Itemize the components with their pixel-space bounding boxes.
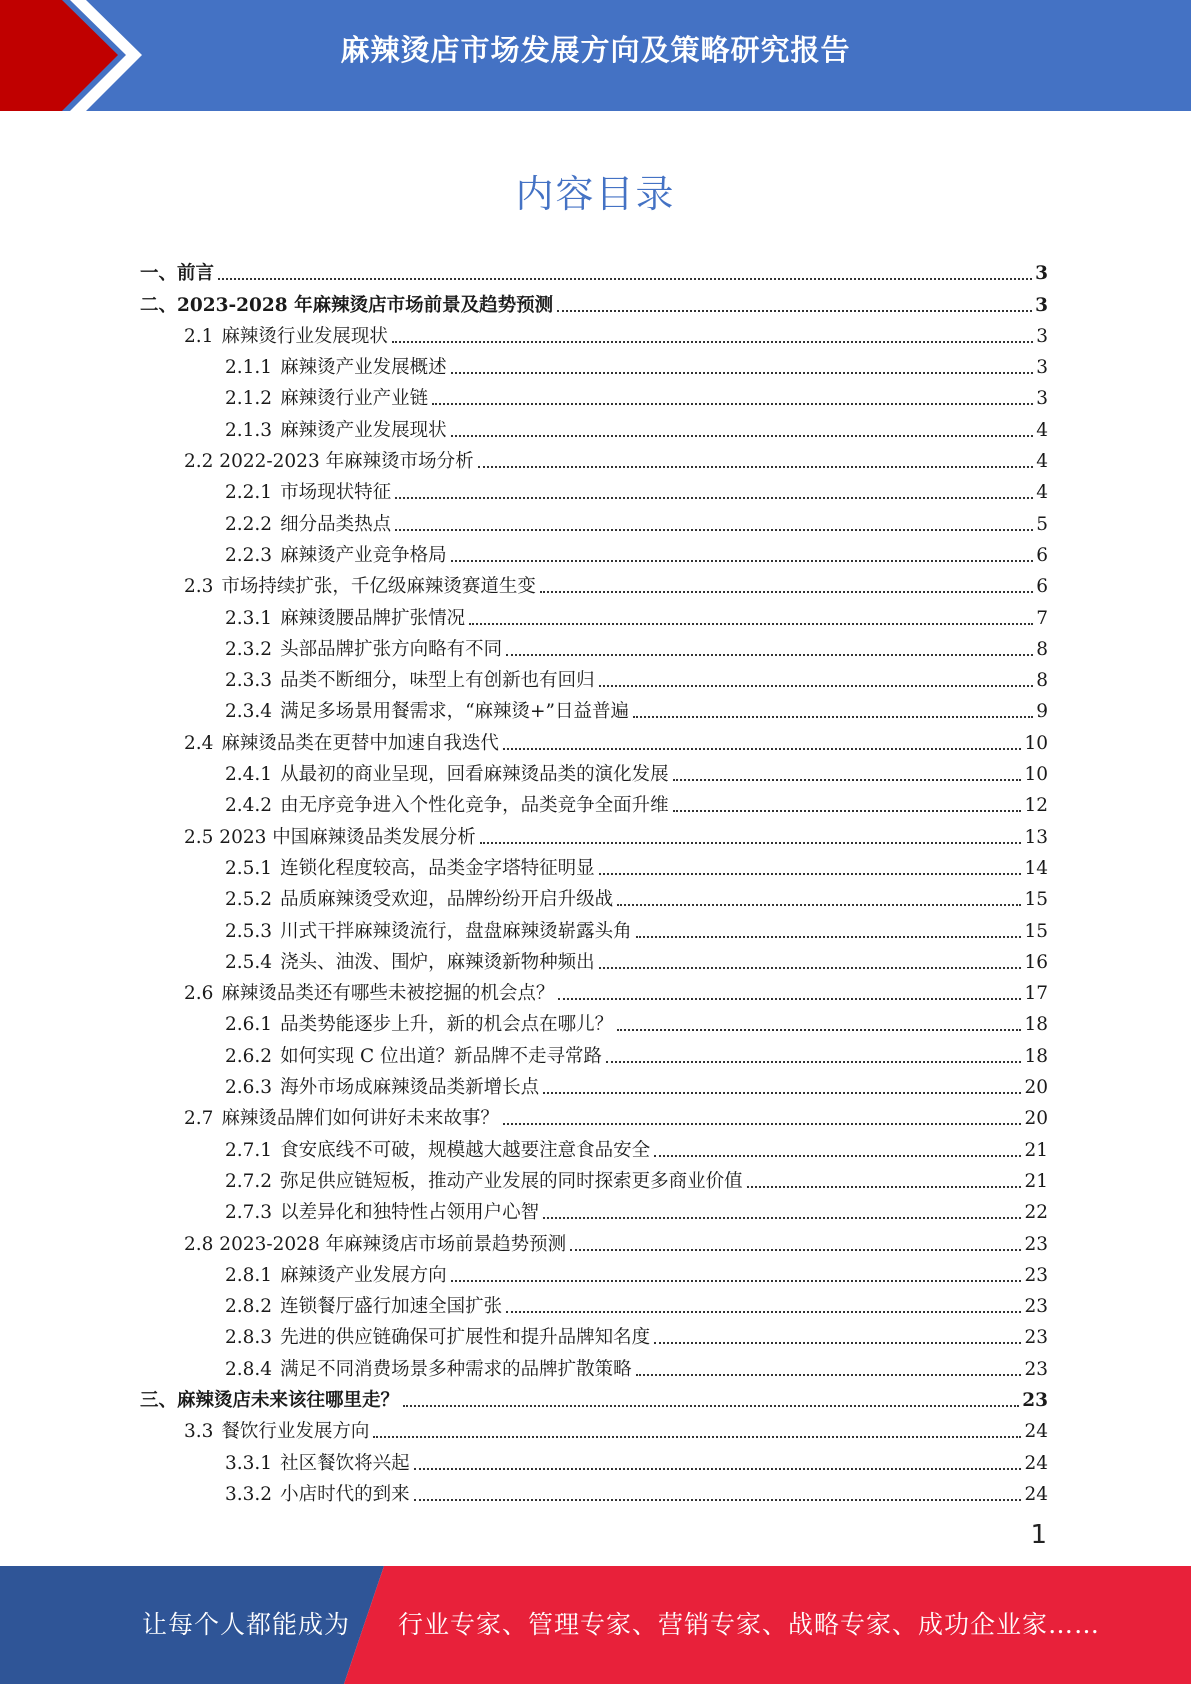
toc-entry[interactable] bbox=[140, 1130, 1048, 1161]
toc-entry-number: 二、 bbox=[140, 294, 178, 316]
toc-entry[interactable] bbox=[140, 723, 1048, 754]
toc-entry-number: 2.5.3 bbox=[225, 920, 273, 942]
toc-dot-leader bbox=[599, 685, 1033, 687]
toc-entry[interactable] bbox=[140, 1099, 1048, 1130]
toc-entry-number: 2.1.2 bbox=[225, 388, 273, 410]
toc-dot-leader bbox=[503, 748, 1022, 750]
toc-entry[interactable] bbox=[140, 911, 1048, 942]
toc-entry-page: 3 bbox=[1035, 294, 1048, 316]
toc-entry[interactable] bbox=[140, 1256, 1048, 1287]
toc-entry-page: 18 bbox=[1024, 1045, 1048, 1067]
toc-entry-page: 4 bbox=[1036, 451, 1048, 473]
toc-entry[interactable] bbox=[140, 1475, 1048, 1506]
footer-band bbox=[0, 1566, 1191, 1684]
toc-entry-page: 9 bbox=[1036, 701, 1048, 723]
toc-entry-title: 品质麻辣烫受欢迎，品牌纷纷开启升级战 bbox=[280, 889, 614, 911]
toc-entry-number: 2.8.4 bbox=[225, 1358, 273, 1380]
toc-entry-page: 5 bbox=[1036, 513, 1048, 535]
toc-entry-page: 22 bbox=[1024, 1202, 1048, 1224]
toc-entry[interactable] bbox=[140, 1318, 1048, 1349]
toc-title: 内容目录 bbox=[515, 172, 676, 216]
toc-entry[interactable] bbox=[140, 1412, 1048, 1443]
toc-entry-page: 14 bbox=[1024, 857, 1048, 879]
toc-entry-title: 餐饮行业发展方向 bbox=[221, 1421, 370, 1443]
toc-dot-leader bbox=[599, 967, 1022, 969]
toc-entry[interactable] bbox=[140, 1005, 1048, 1036]
toc-entry-title: 小店时代的到来 bbox=[280, 1483, 410, 1505]
toc-entry[interactable] bbox=[140, 442, 1048, 473]
toc-dot-leader bbox=[558, 998, 1021, 1000]
toc-entry-title: 弥足供应链短板，推动产业发展的同时探索更多商业价值 bbox=[280, 1170, 743, 1192]
toc-entry[interactable] bbox=[140, 1224, 1048, 1255]
toc-entry[interactable] bbox=[140, 1193, 1048, 1224]
toc-dot-leader bbox=[636, 936, 1022, 938]
toc-entry-title: 麻辣烫品类还有哪些未被挖掘的机会点？ bbox=[221, 983, 555, 1005]
toc-entry[interactable] bbox=[140, 1443, 1048, 1474]
toc-entry-page: 24 bbox=[1024, 1421, 1048, 1443]
toc-entry-title: 市场现状特征 bbox=[280, 482, 392, 504]
toc-entry-title: 头部品牌扩张方向略有不同 bbox=[280, 638, 503, 660]
toc-entry[interactable] bbox=[140, 504, 1048, 535]
toc-dot-leader bbox=[451, 435, 1033, 437]
toc-entry-page: 21 bbox=[1024, 1170, 1048, 1192]
toc-entry-page: 23 bbox=[1024, 1327, 1048, 1349]
toc-entry-number: 2.1.1 bbox=[225, 357, 273, 379]
toc-entry[interactable] bbox=[140, 974, 1048, 1005]
toc-dot-leader bbox=[451, 1280, 1022, 1282]
toc-dot-leader bbox=[557, 310, 1032, 312]
toc-entry-number: 2.6.1 bbox=[225, 1014, 273, 1036]
toc-entry-page: 6 bbox=[1036, 544, 1048, 566]
toc-entry-number: 2.6 bbox=[184, 983, 214, 1005]
toc-dot-leader bbox=[633, 716, 1033, 718]
toc-dot-leader bbox=[654, 1342, 1021, 1344]
toc-entry-page: 20 bbox=[1024, 1077, 1048, 1099]
toc-entry-title: 麻辣烫店未来该往哪里走？ bbox=[177, 1389, 400, 1411]
toc-entry-number: 2.5.4 bbox=[225, 951, 273, 973]
toc-entry-number: 2.1 bbox=[184, 325, 214, 347]
toc-dot-leader bbox=[617, 904, 1021, 906]
toc-entry-title: 2023-2028 年麻辣烫店市场前景及趋势预测 bbox=[177, 294, 554, 316]
toc-entry-title: 麻辣烫行业发展现状 bbox=[221, 325, 388, 347]
toc-entry-title: 品类不断细分，味型上有创新也有回归 bbox=[280, 670, 595, 692]
toc-dot-leader bbox=[432, 403, 1033, 405]
toc-dot-leader bbox=[395, 529, 1033, 531]
toc-entry-page: 21 bbox=[1024, 1139, 1048, 1161]
toc-entry-number: 2.8.1 bbox=[225, 1264, 273, 1286]
toc-entry-page: 3 bbox=[1036, 388, 1048, 410]
toc-entry-page: 3 bbox=[1036, 357, 1048, 379]
toc-entry-title: 麻辣烫产业发展概述 bbox=[280, 357, 447, 379]
toc-entry-page: 3 bbox=[1036, 325, 1048, 347]
toc-entry[interactable] bbox=[140, 692, 1048, 723]
toc-entry-title: 由无序竞争进入个性化竞争，品类竞争全面升维 bbox=[280, 795, 669, 817]
toc-entry-page: 10 bbox=[1024, 764, 1048, 786]
toc-entry-title: 品类势能逐步上升，新的机会点在哪儿？ bbox=[280, 1014, 614, 1036]
toc-entry-title: 食安底线不可破，规模越大越要注意食品安全 bbox=[280, 1139, 651, 1161]
toc-entry-page: 13 bbox=[1024, 826, 1048, 848]
toc-entry-number: 2.6.2 bbox=[225, 1045, 273, 1067]
toc-entry[interactable] bbox=[140, 567, 1048, 598]
toc-dot-leader bbox=[392, 341, 1033, 343]
footer-slogan-right: 行业专家、管理专家、营销专家、战略专家、成功企业家…… bbox=[398, 1610, 1101, 1639]
toc-entry-title: 以差异化和独特性占领用户心智 bbox=[280, 1202, 540, 1224]
toc-entry-number: 2.8.2 bbox=[225, 1296, 273, 1318]
toc-entry[interactable] bbox=[140, 880, 1048, 911]
toc-entry-number: 三、 bbox=[140, 1389, 178, 1411]
toc-dot-leader bbox=[373, 1436, 1021, 1438]
toc-entry-page: 8 bbox=[1036, 670, 1048, 692]
toc-entry[interactable] bbox=[140, 1287, 1048, 1318]
toc-entry-page: 23 bbox=[1024, 1233, 1048, 1255]
toc-entry-title: 麻辣烫行业产业链 bbox=[280, 388, 429, 410]
toc-entry-title: 麻辣烫产业发展现状 bbox=[280, 419, 447, 441]
toc-entry[interactable] bbox=[140, 1381, 1048, 1412]
toc-entry[interactable] bbox=[140, 817, 1048, 848]
toc-entry-number: 2.1.3 bbox=[225, 419, 273, 441]
toc-entry-number: 2.2.1 bbox=[225, 482, 273, 504]
toc-dot-leader bbox=[543, 1217, 1021, 1219]
toc-entry-page: 24 bbox=[1024, 1483, 1048, 1505]
toc-entry-number: 2.6.3 bbox=[225, 1077, 273, 1099]
toc-dot-leader bbox=[506, 1311, 1021, 1313]
toc-entry-title: 麻辣烫产业竞争格局 bbox=[280, 544, 447, 566]
toc-entry[interactable] bbox=[140, 317, 1048, 348]
toc-dot-leader bbox=[654, 1155, 1021, 1157]
toc-entry-page: 17 bbox=[1024, 983, 1048, 1005]
toc-entry-page: 7 bbox=[1036, 607, 1048, 629]
toc-entry-title: 麻辣烫产业发展方向 bbox=[280, 1264, 447, 1286]
toc-entry-page: 10 bbox=[1024, 732, 1048, 754]
toc-entry-number: 一、 bbox=[140, 263, 178, 285]
toc-entry-page: 24 bbox=[1024, 1452, 1048, 1474]
toc-dot-leader bbox=[540, 591, 1033, 593]
toc-dot-leader bbox=[451, 560, 1033, 562]
toc-entry-page: 4 bbox=[1036, 482, 1048, 504]
table-of-contents bbox=[140, 254, 1048, 1506]
toc-dot-leader bbox=[218, 278, 1032, 280]
toc-entry-title: 市场持续扩张，千亿级麻辣烫赛道生变 bbox=[221, 576, 536, 598]
toc-entry-page: 4 bbox=[1036, 419, 1048, 441]
toc-entry[interactable] bbox=[140, 786, 1048, 817]
toc-entry-number: 2.3.3 bbox=[225, 670, 273, 692]
toc-dot-leader bbox=[469, 623, 1033, 625]
toc-entry-number: 2.2.3 bbox=[225, 544, 273, 566]
toc-entry[interactable] bbox=[140, 410, 1048, 441]
toc-entry[interactable] bbox=[140, 661, 1048, 692]
toc-entry[interactable] bbox=[140, 1068, 1048, 1099]
toc-entry-number: 2.3 bbox=[184, 576, 214, 598]
toc-dot-leader bbox=[414, 1468, 1022, 1470]
page-number: 1 bbox=[1030, 1520, 1047, 1550]
toc-dot-leader bbox=[636, 1374, 1022, 1376]
toc-dot-leader bbox=[673, 779, 1022, 781]
toc-dot-leader bbox=[673, 810, 1022, 812]
toc-entry[interactable] bbox=[140, 943, 1048, 974]
toc-entry-page: 12 bbox=[1024, 795, 1048, 817]
toc-entry-number: 2.4.1 bbox=[225, 764, 273, 786]
toc-entry-title: 连锁化程度较高，品类金字塔特征明显 bbox=[280, 857, 595, 879]
toc-dot-leader bbox=[414, 1499, 1022, 1501]
toc-entry-title: 麻辣烫品类在更替中加速自我迭代 bbox=[221, 732, 499, 754]
toc-entry-number: 2.5.2 bbox=[225, 889, 273, 911]
toc-entry-number: 2.7.1 bbox=[225, 1139, 273, 1161]
toc-dot-leader bbox=[478, 466, 1033, 468]
toc-entry-title: 从最初的商业呈现，回看麻辣烫品类的演化发展 bbox=[280, 764, 669, 786]
toc-entry[interactable] bbox=[140, 849, 1048, 880]
toc-entry-title: 2.8 2023-2028 年麻辣烫店市场前景趋势预测 bbox=[184, 1233, 567, 1255]
toc-entry[interactable] bbox=[140, 1349, 1048, 1380]
toc-entry-number: 2.2.2 bbox=[225, 513, 273, 535]
toc-entry-title: 川式干拌麻辣烫流行，盘盘麻辣烫崭露头角 bbox=[280, 920, 632, 942]
toc-entry-number: 2.5.1 bbox=[225, 857, 273, 879]
toc-entry-number: 2.3.4 bbox=[225, 701, 273, 723]
toc-entry[interactable] bbox=[140, 379, 1048, 410]
toc-entry-page: 23 bbox=[1024, 1264, 1048, 1286]
toc-entry-title: 麻辣烫腰品牌扩张情况 bbox=[280, 607, 466, 629]
toc-dot-leader bbox=[451, 372, 1033, 374]
toc-entry[interactable] bbox=[140, 630, 1048, 661]
toc-entry-title: 满足多场景用餐需求，“麻辣烫+”日益普遍 bbox=[280, 701, 629, 723]
header-band bbox=[0, 0, 1191, 111]
footer-slogan-left: 让每个人都能成为 bbox=[142, 1610, 351, 1639]
toc-entry-page: 8 bbox=[1036, 638, 1048, 660]
toc-entry-number: 2.8.3 bbox=[225, 1327, 273, 1349]
toc-entry[interactable] bbox=[140, 598, 1048, 629]
toc-entry-number: 3.3.2 bbox=[225, 1483, 273, 1505]
toc-entry-title: 先进的供应链确保可扩展性和提升品牌知名度 bbox=[280, 1327, 651, 1349]
toc-entry-page: 16 bbox=[1024, 951, 1048, 973]
toc-dot-leader bbox=[606, 1061, 1021, 1063]
toc-entry-title: 细分品类热点 bbox=[280, 513, 392, 535]
toc-entry-number: 2.7.2 bbox=[225, 1170, 273, 1192]
toc-entry-title: 2.2 2022-2023 年麻辣烫市场分析 bbox=[184, 451, 474, 473]
toc-entry-number: 2.4.2 bbox=[225, 795, 273, 817]
toc-entry-title: 如何实现 C 位出道？新品牌不走寻常路 bbox=[280, 1045, 602, 1067]
header-title: 麻辣烫店市场发展方向及策略研究报告 bbox=[340, 33, 851, 67]
toc-entry-page: 18 bbox=[1024, 1014, 1048, 1036]
toc-entry-title: 满足不同消费场景多种需求的品牌扩散策略 bbox=[280, 1358, 632, 1380]
toc-dot-leader bbox=[570, 1249, 1021, 1251]
toc-entry-number: 2.3.1 bbox=[225, 607, 273, 629]
toc-entry[interactable] bbox=[140, 755, 1048, 786]
toc-entry-page: 3 bbox=[1035, 263, 1048, 285]
toc-entry-page: 6 bbox=[1036, 576, 1048, 598]
toc-dot-leader bbox=[617, 1029, 1021, 1031]
toc-entry-page: 23 bbox=[1022, 1389, 1048, 1411]
toc-entry[interactable] bbox=[140, 1162, 1048, 1193]
toc-dot-leader bbox=[543, 1092, 1021, 1094]
toc-entry[interactable] bbox=[140, 285, 1048, 316]
toc-entry-number: 2.3.2 bbox=[225, 638, 273, 660]
toc-entry[interactable] bbox=[140, 536, 1048, 567]
toc-entry-page: 20 bbox=[1024, 1108, 1048, 1130]
toc-entry-page: 23 bbox=[1024, 1358, 1048, 1380]
toc-entry[interactable] bbox=[140, 254, 1048, 285]
toc-entry[interactable] bbox=[140, 348, 1048, 379]
toc-entry-number: 2.7 bbox=[184, 1108, 214, 1130]
toc-entry-title: 社区餐饮将兴起 bbox=[280, 1452, 410, 1474]
toc-dot-leader bbox=[747, 1186, 1022, 1188]
toc-dot-leader bbox=[599, 873, 1022, 875]
toc-entry-page: 23 bbox=[1024, 1296, 1048, 1318]
toc-entry-title: 连锁餐厅盛行加速全国扩张 bbox=[280, 1296, 503, 1318]
toc-dot-leader bbox=[480, 842, 1022, 844]
toc-entry-number: 3.3 bbox=[184, 1421, 214, 1443]
toc-dot-leader bbox=[403, 1405, 1019, 1407]
toc-entry[interactable] bbox=[140, 473, 1048, 504]
toc-dot-leader bbox=[503, 1123, 1022, 1125]
toc-entry-number: 2.7.3 bbox=[225, 1202, 273, 1224]
toc-entry-title: 2.5 2023 中国麻辣烫品类发展分析 bbox=[184, 826, 476, 848]
toc-entry-title: 浇头、油泼、围炉，麻辣烫新物种频出 bbox=[280, 951, 595, 973]
toc-entry-number: 2.4 bbox=[184, 732, 214, 754]
toc-entry-page: 15 bbox=[1024, 920, 1048, 942]
toc-entry-title: 海外市场成麻辣烫品类新增长点 bbox=[280, 1077, 540, 1099]
toc-entry-page: 15 bbox=[1024, 889, 1048, 911]
toc-dot-leader bbox=[506, 654, 1033, 656]
toc-entry-number: 3.3.1 bbox=[225, 1452, 273, 1474]
toc-dot-leader bbox=[395, 497, 1033, 499]
toc-entry[interactable] bbox=[140, 1036, 1048, 1067]
toc-entry-title: 前言 bbox=[177, 263, 215, 285]
toc-entry-title: 麻辣烫品牌们如何讲好未来故事？ bbox=[221, 1108, 499, 1130]
